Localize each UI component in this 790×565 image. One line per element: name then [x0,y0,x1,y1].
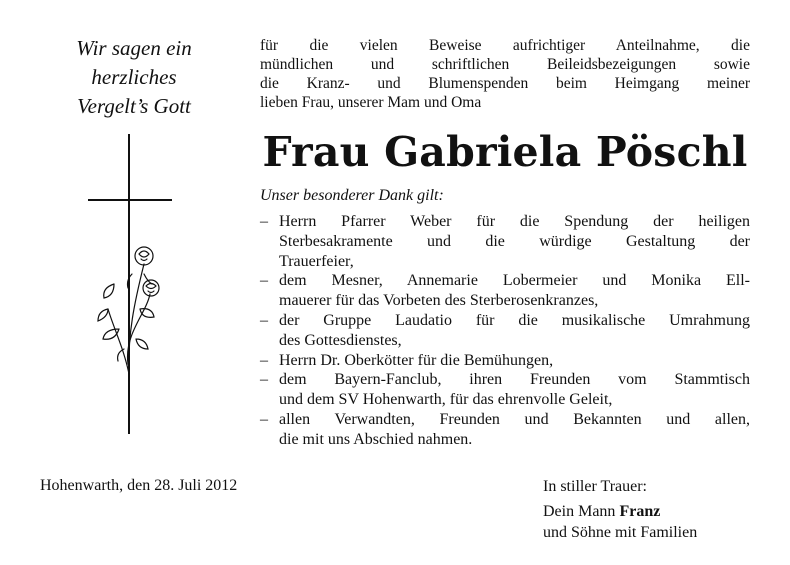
gratitude-heading-line-3: Vergelt’s Gott [77,94,191,118]
thanks-item-line: der Gruppe Laudatio für die musikalische Umrahmung [279,311,750,329]
list-dash: – [260,410,268,428]
thanks-item-line: und dem SV Hohenwarth, für das ehrenvolle Geleit, [279,391,613,409]
thanks-item-line: Sterbesakramente und die würdige Gestaltung der [279,232,750,250]
intro-line-4: lieben Frau, unserer Mam und Oma [260,94,482,111]
thanks-item-line: dem Bayern-Fanclub, ihren Freunden vom Stammtisch [279,371,750,389]
thanks-item-line: Trauerfeier, [279,252,354,270]
thanks-item-line: des Gottesdienstes, [279,331,402,349]
list-dash: – [260,311,268,329]
husband-prefix: Dein Mann [543,503,620,520]
thanks-item-line: dem Mesner, Annemarie Lobermeier und Monika Ell- [279,272,750,290]
list-dash: – [260,351,268,369]
thanks-item [260,212,750,271]
thanks-item-line: Herrn Pfarrer Weber für die Spendung der heiligen [279,213,750,230]
deceased-name: Frau Gabriela Pöschl [262,128,748,176]
list-dash: – [260,272,268,290]
list-dash: – [260,371,268,389]
gratitude-heading [40,34,228,121]
mourners-line-2 [543,501,697,522]
husband-name: Franz [619,503,661,520]
thanks-item-line: mauerer für das Vorbeten des Sterberosenkranzes, [279,292,599,310]
thanks-item [260,370,750,410]
thanks-item [260,351,750,371]
special-thanks-heading: Unser besonderer Dank gilt: [260,187,444,204]
cross-with-roses-icon [84,134,180,434]
thanks-item-line: die mit uns Abschied nahmen. [279,430,473,448]
gratitude-heading-line-2: herzliches [91,65,177,89]
mourners-line-1: In stiller Trauer: [543,478,647,495]
intro-line-3: die Kranz- und Blumenspenden beim Heimgang meiner [260,75,750,92]
place-and-date: Hohenwarth, den 28. Juli 2012 [40,477,238,494]
thanks-list [260,212,750,450]
intro-line-2: mündlichen und schriftlichen Beileidsbezeigungen sowie [260,56,750,73]
mourners-signature [543,476,697,543]
thanks-item [260,311,750,351]
intro-text [260,36,750,112]
thanks-item [260,410,750,450]
thanks-item [260,271,750,311]
intro-line-1: für die vielen Beweise aufrichtiger Anteilnahme, die [260,37,750,54]
thanks-item-line: allen Verwandten, Freunden und Bekannten und allen, [279,410,750,428]
list-dash: – [260,213,268,230]
mourners-line-3: und Söhne mit Familien [543,524,698,541]
gratitude-heading-line-1: Wir sagen ein [76,36,192,60]
thanks-item-line: Herrn Dr. Oberkötter für die Bemühungen, [279,351,554,369]
